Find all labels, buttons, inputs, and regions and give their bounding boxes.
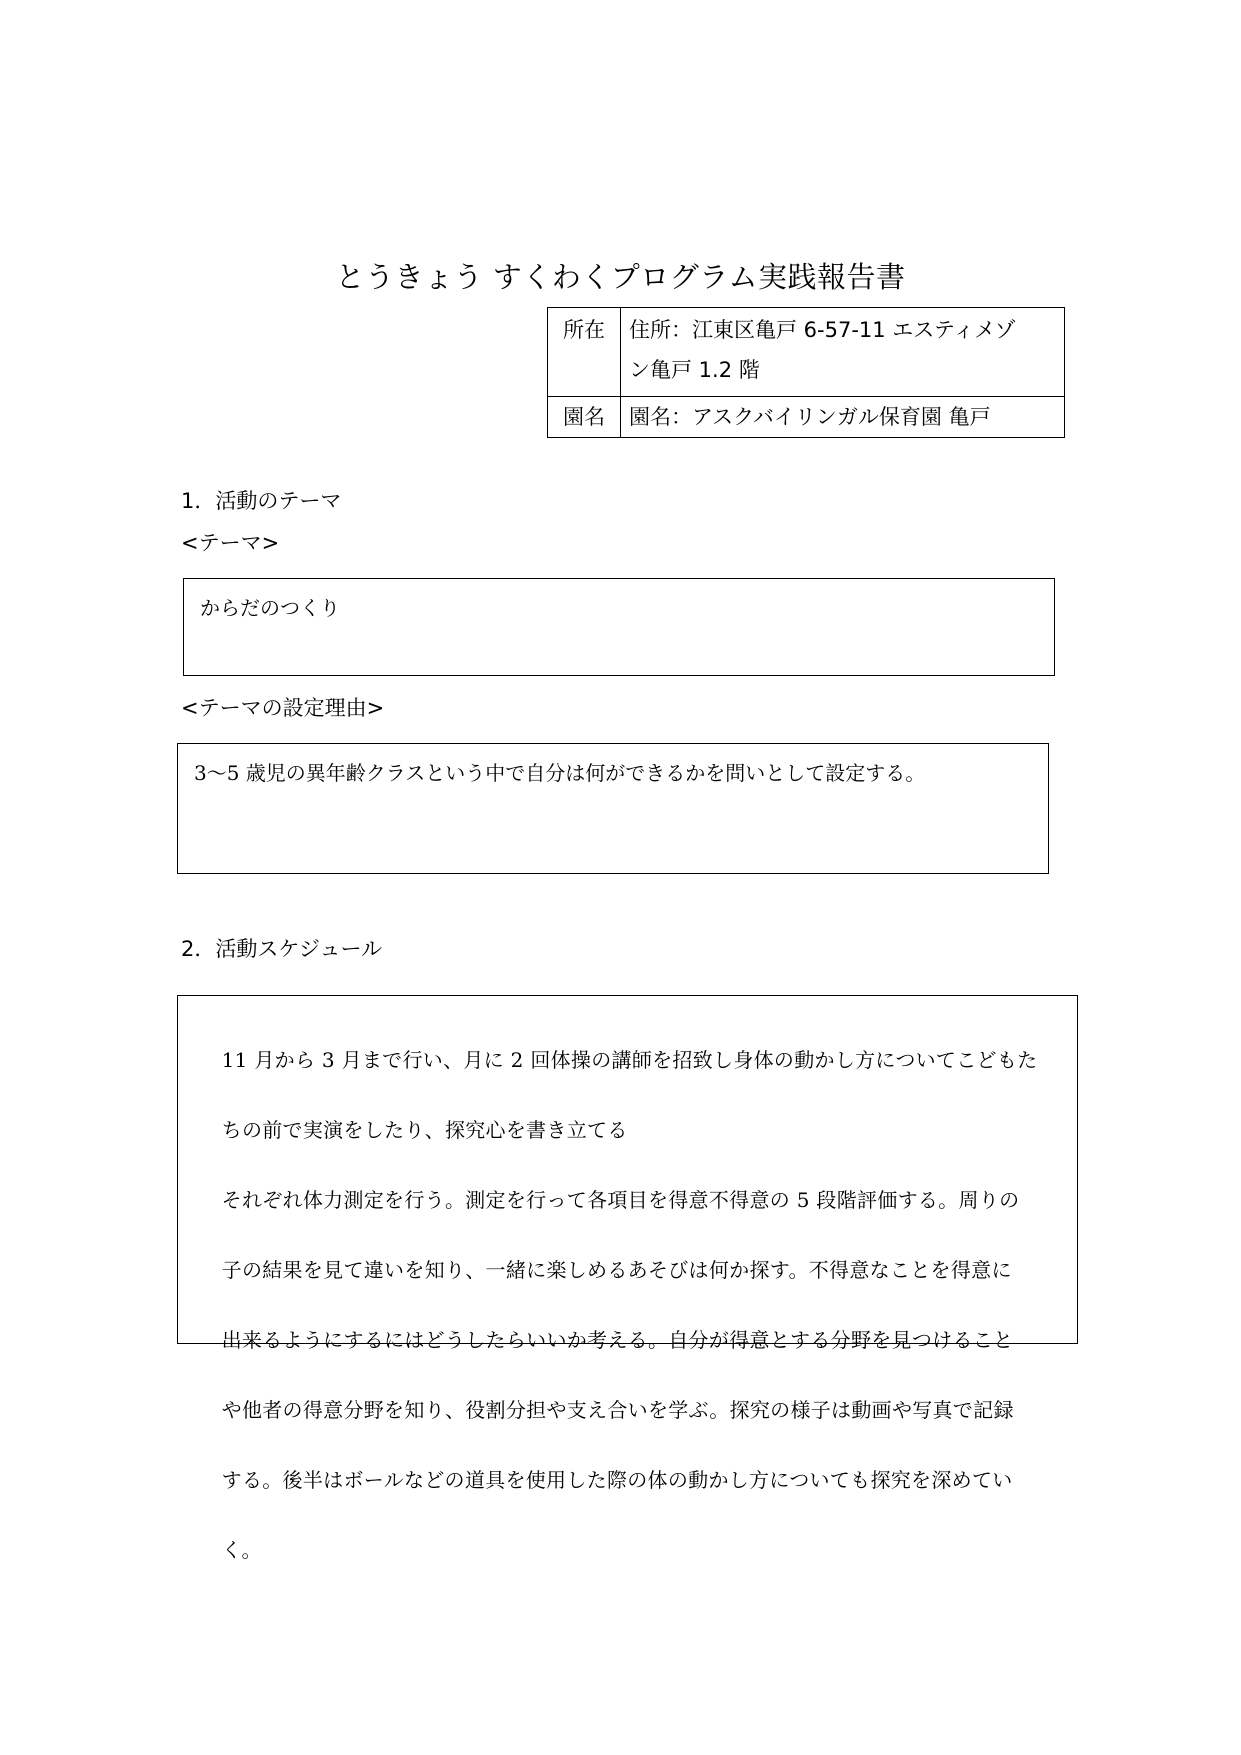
theme-text: からだのつくり — [200, 596, 340, 620]
schedule-line: する。後半はボールなどの道具を使用した際の体の動かし方についても探究を深めてい — [221, 1468, 1013, 1492]
schedule-line: 出来るようにするにはどうしたらいいか考える。自分が得意とする分野を見つけること — [221, 1328, 1014, 1352]
location-value-line1: 住所：江東区亀戸 6-57-11 エスティメゾ — [629, 318, 1016, 342]
section1-heading: 1．活動のテーマ — [181, 489, 342, 513]
table-row — [548, 308, 1065, 397]
schedule-text — [195, 1008, 1061, 1603]
facility-name-value-cell: 園名：アスクバイリンガル保育園 亀戸 — [621, 397, 1065, 438]
schedule-line: 子の結果を見て違いを知り、一緒に楽しめるあそびは何か探す。不得意なことを得意に — [221, 1258, 1012, 1282]
section2-heading: 2．活動スケジュール — [181, 937, 383, 961]
table-row — [548, 397, 1065, 438]
location-key-cell: 所在 — [548, 308, 621, 397]
facility-name-key-cell: 園名 — [548, 397, 621, 438]
theme-box — [183, 578, 1055, 676]
location-value-line2: ン亀戸 1.2 階 — [629, 358, 760, 382]
schedule-box — [177, 995, 1078, 1562]
document-title: とうきょう すくわくプログラム実践報告書 — [335, 260, 906, 294]
schedule-line: 11 月から 3 月まで行い、月に 2 回体操の講師を招致し身体の動かし方についてこどもた — [221, 1048, 1038, 1072]
facility-info-table — [547, 307, 1065, 438]
schedule-line: や他者の得意分野を知り、役割分担や支え合いを学ぶ。探究の様子は動画や写真で記録 — [221, 1398, 1014, 1422]
schedule-line: それぞれ体力測定を行う。測定を行って各項目を得意不得意の 5 段階評価する。周りの — [221, 1188, 1020, 1212]
reason-text: 3～5 歳児の異年齢クラスという中で自分は何ができるかを問いとして設定する。 — [194, 761, 926, 785]
schedule-line: ちの前で実演をしたり、探究心を書き立てる — [221, 1118, 628, 1142]
reason-box — [177, 743, 1049, 874]
location-value-cell — [621, 308, 1065, 397]
theme-label: <テーマ> — [181, 531, 280, 555]
schedule-line: く。 — [221, 1538, 262, 1562]
reason-label: <テーマの設定理由> — [181, 696, 385, 720]
